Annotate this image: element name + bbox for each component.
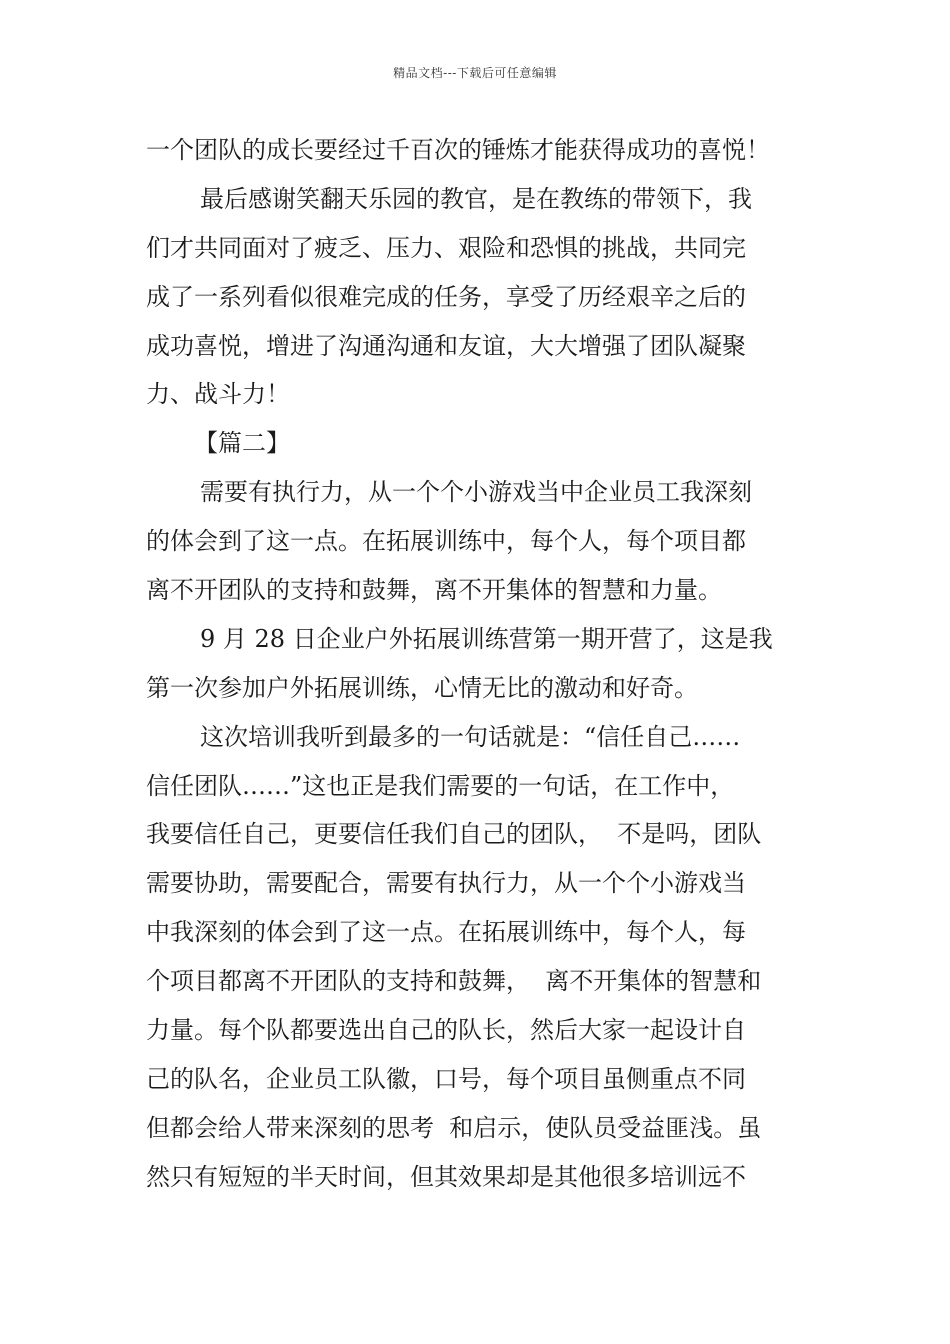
paragraph-start: 最后感谢笑翻天乐园的教官，是在教练的带领下，我 <box>200 184 752 213</box>
text-line: 个项目都离不开团队的支持和鼓舞， 离不开集体的智慧和 <box>146 967 762 996</box>
text-line: 力量。每个队都要选出自己的队长，然后大家一起设计自 <box>146 1016 746 1045</box>
text-line: 一个团队的成长要经过千百次的锤炼才能获得成功的喜悦！ <box>146 136 770 164</box>
text-line: 但都会给人带来深刻的思考 和启示，使队员受益匪浅。虽 <box>146 1113 762 1142</box>
text-line: 成功喜悦，增进了沟通沟通和友谊，大大增强了团队凝聚 <box>146 331 746 360</box>
text-line: 的体会到了这一点。在拓展训练中，每个人，每个项目都 <box>146 527 746 556</box>
text-line: 离不开团队的支持和鼓舞，离不开集体的智慧和力量。 <box>146 576 722 605</box>
text-line: 成了一系列看似很难完成的任务，享受了历经艰辛之后的 <box>146 282 746 311</box>
text-line: 然只有短短的半天时间，但其效果却是其他很多培训远不 <box>146 1162 746 1191</box>
text-line: 信任团队……”这也正是我们需要的一句话，在工作中， <box>146 771 735 800</box>
page-header: 精品文档---下载后可任意编辑 <box>393 66 557 80</box>
text-line: 己的队名，企业员工队徽，口号，每个项目虽侧重点不同 <box>146 1064 746 1093</box>
text-line: 需要协助，需要配合，需要有执行力，从一个个小游戏当 <box>146 869 746 898</box>
text-line: 第一次参加户外拓展训练，心情无比的激动和好奇。 <box>146 673 698 702</box>
paragraph-start: 9 月 28 日企业户外拓展训练营第一期开营了，这是我 <box>200 624 773 653</box>
paragraph-start: 需要有执行力，从一个个小游戏当中企业员工我深刻 <box>200 478 752 507</box>
paragraph-start: 这次培训我听到最多的一句话就是：“信任自己…… <box>200 722 741 751</box>
text-line: 力、战斗力！ <box>146 380 290 409</box>
text-line: 我要信任自己，更要信任我们自己的团队， 不是吗，团队 <box>146 820 762 849</box>
document-body <box>146 126 806 1202</box>
text-line: 中我深刻的体会到了这一点。在拓展训练中，每个人，每 <box>146 918 746 947</box>
section-heading: 【篇二】 <box>194 429 290 458</box>
text-line: 们才共同面对了疲乏、压力、艰险和恐惧的挑战，共同完 <box>146 233 746 262</box>
